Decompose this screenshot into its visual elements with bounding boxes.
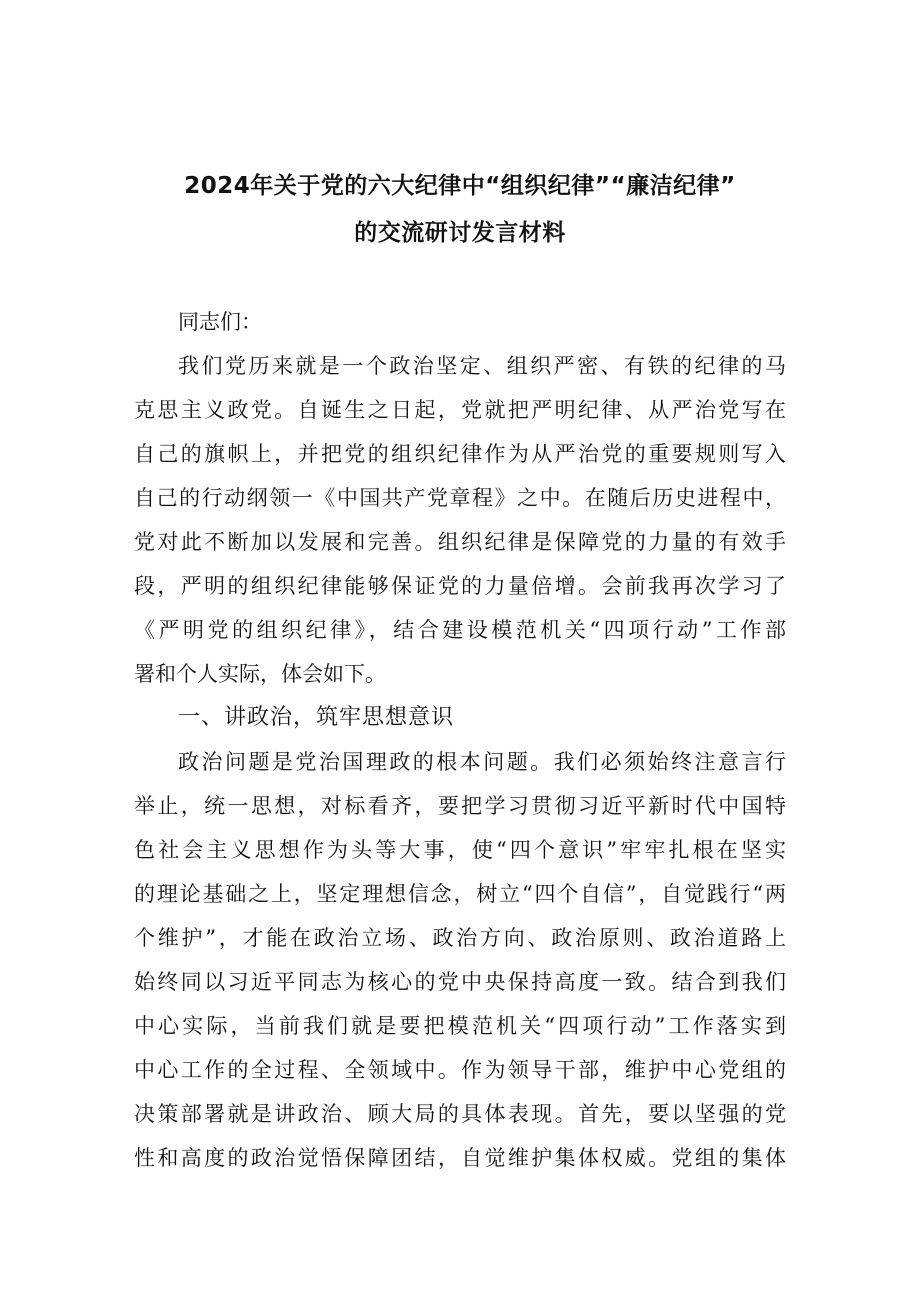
paragraph-line: 我们党历来就是一个政治坚定、组织严密、有铁的纪律的马 [178,354,786,378]
paragraph-line: 决策部署就是讲政治、顾大局的具体表现。首先，要以坚强的党 [134,1102,786,1126]
paragraph-line: 个维护”，才能在政治立场、政治方向、政治原则、政治道路上 [134,926,786,950]
paragraph-line: 的理论基础之上，坚定理想信念，树立“四个自信”，自觉践行“两 [134,882,786,906]
paragraph-line: 党对此不断加以发展和完善。组织纪律是保障党的力量的有效手 [134,530,786,554]
paragraph-line: 自己的行动纲领一《中国共产党章程》之中。在随后历史进程中， [134,486,786,510]
paragraph-line: 克思主义政党。自诞生之日起，党就把严明纪律、从严治党写在 [134,398,786,422]
paragraph-line: 举止，统一思想，对标看齐，要把学习贯彻习近平新时代中国特 [134,794,786,818]
document-title-line-1: 2024年关于党的六大纪律中“组织纪律”“廉洁纪律” [184,173,736,199]
paragraph-line: 政治问题是党治国理政的根本问题。我们必须始终注意言行 [178,750,786,774]
document-body [134,300,786,1180]
paragraph-line: 自己的旗帜上，并把党的组织纪律作为从严治党的重要规则写入 [134,442,786,466]
paragraph-line: 中心实际，当前我们就是要把模范机关“四项行动”工作落实到 [134,1014,786,1038]
document-title-line-2: 的交流研讨发言材料 [354,220,566,246]
paragraph-line: 中心工作的全过程、全领域中。作为领导干部，维护中心党组的 [134,1058,786,1082]
paragraph-line: 色社会主义思想作为头等大事，使“四个意识”牢牢扎根在坚实 [134,838,786,862]
paragraph-line: 始终同以习近平同志为核心的党中央保持高度一致。结合到我们 [134,970,786,994]
paragraph-line: 段，严明的组织纪律能够保证党的力量倍增。会前我再次学习了 [134,574,786,598]
paragraph-line: 《严明党的组织纪律》，结合建设模范机关“四项行动”工作部 [134,618,786,642]
paragraph-line: 性和高度的政治觉悟保障团结，自觉维护集体权威。党组的集体 [134,1146,786,1170]
paragraph-line: 署和个人实际，体会如下。 [134,662,386,686]
section-heading: 一、讲政治，筑牢思想意识 [178,705,455,730]
salutation: 同志们： [178,310,262,334]
